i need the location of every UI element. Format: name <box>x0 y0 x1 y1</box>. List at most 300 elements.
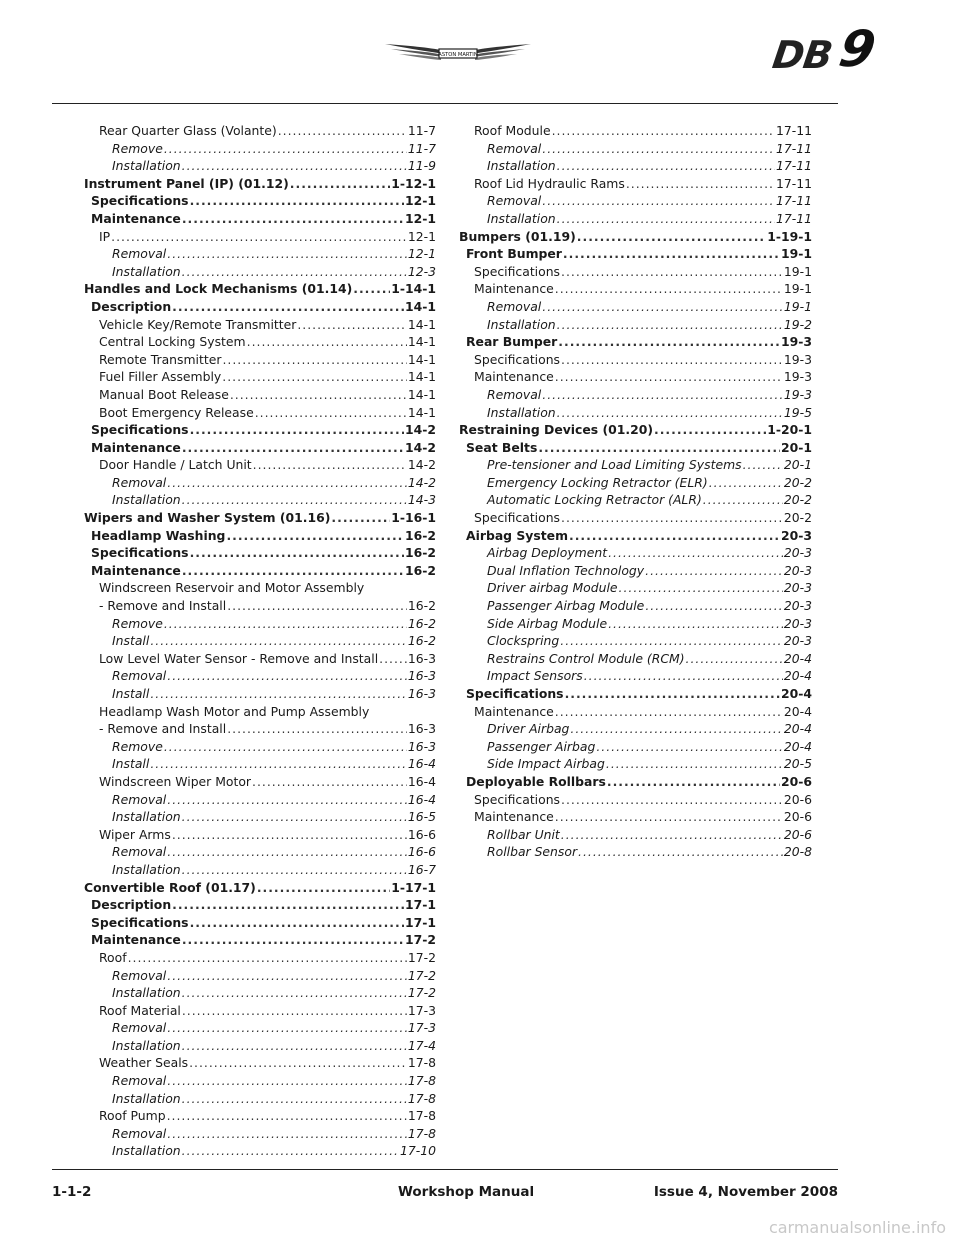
toc-entry[interactable] <box>84 368 436 386</box>
toc-dot-leader <box>150 632 407 650</box>
toc-dot-leader <box>167 843 407 861</box>
toc-dot-leader <box>561 263 783 281</box>
toc-entry-page: 12-1 <box>404 193 436 209</box>
toc-entry-label: Headlamp Washing <box>91 527 226 543</box>
toc-entry[interactable] <box>84 280 436 298</box>
toc-entry[interactable] <box>459 667 812 685</box>
toc-entry-page: 14-1 <box>407 369 436 385</box>
toc-entry-label: Specifications <box>91 914 189 930</box>
toc-entry-page: 1-20-1 <box>767 422 812 438</box>
toc-dot-leader <box>167 1125 407 1143</box>
toc-entry[interactable] <box>84 175 436 193</box>
toc-entry-page: 11-7 <box>407 123 436 138</box>
toc-entry-page: 17-4 <box>407 1037 436 1053</box>
toc-entry-continued <box>84 703 436 721</box>
toc-entry-page: 16-4 <box>407 756 436 772</box>
toc-entry[interactable] <box>84 720 436 738</box>
toc-dot-leader <box>182 1142 399 1160</box>
toc-entry-page: 12-1 <box>404 210 436 226</box>
toc-entry[interactable] <box>459 826 812 844</box>
toc-entry[interactable] <box>459 228 812 246</box>
toc-entry[interactable] <box>459 597 812 615</box>
emblem-text: ASTON MARTIN <box>438 52 478 58</box>
toc-right-column <box>459 122 812 861</box>
toc-entry-label: Remove <box>112 738 163 754</box>
toc-entry-label: Installation <box>112 1090 181 1106</box>
toc-entry-page: 20-4 <box>783 721 812 737</box>
toc-entry[interactable] <box>459 615 812 633</box>
toc-entry[interactable] <box>459 245 812 263</box>
toc-entry-page: 20-4 <box>783 650 812 666</box>
toc-entry[interactable] <box>84 738 436 756</box>
toc-dot-leader <box>255 404 407 422</box>
toc-dot-leader <box>555 280 783 298</box>
toc-dot-leader <box>167 245 407 263</box>
toc-entry-page: 20-3 <box>783 633 812 649</box>
toc-entry[interactable] <box>84 404 436 422</box>
toc-dot-leader <box>227 597 407 615</box>
toc-dot-leader <box>172 896 404 914</box>
toc-entry-label: Removal <box>112 844 167 860</box>
toc-entry-label: Central Locking System <box>99 334 246 350</box>
toc-entry[interactable] <box>84 1142 436 1160</box>
db9-model-logo <box>769 20 923 78</box>
toc-entry-page: 17-2 <box>407 949 436 965</box>
toc-entry[interactable] <box>459 650 812 668</box>
toc-dot-leader <box>557 210 775 228</box>
toc-entry-page: 12-3 <box>407 263 436 279</box>
toc-entry-label: Installation <box>112 492 181 508</box>
toc-entry-page: 14-1 <box>407 351 436 367</box>
toc-entry[interactable] <box>459 474 812 492</box>
toc-entry-label: Maintenance <box>91 932 181 948</box>
toc-dot-leader <box>190 544 404 562</box>
toc-dot-leader <box>555 808 783 826</box>
toc-dot-leader <box>542 140 775 158</box>
toc-entry-label: Specifications <box>91 422 189 438</box>
footer-page-number: 1-1-2 <box>52 1184 92 1200</box>
toc-entry-page: 17-1 <box>404 897 436 913</box>
toc-entry[interactable] <box>84 439 436 457</box>
toc-dot-leader <box>561 826 783 844</box>
toc-entry[interactable] <box>459 122 812 140</box>
toc-entry-label: Windscreen Reservoir and Motor Assembly <box>99 580 365 596</box>
page-footer <box>52 1184 838 1204</box>
toc-entry-page: 17-11 <box>775 193 812 209</box>
toc-entry[interactable] <box>459 544 812 562</box>
toc-entry[interactable] <box>84 210 436 228</box>
toc-entry[interactable] <box>84 615 436 633</box>
toc-entry[interactable] <box>84 351 436 369</box>
toc-entry-page: 20-2 <box>783 492 812 508</box>
toc-entry[interactable] <box>84 386 436 404</box>
toc-entry[interactable] <box>459 157 812 175</box>
toc-entry[interactable] <box>459 263 812 281</box>
toc-entry[interactable] <box>84 333 436 351</box>
toc-entry-label: Restrains Control Module (RCM) <box>487 650 685 666</box>
toc-dot-leader <box>577 228 766 246</box>
toc-entry[interactable] <box>459 333 812 351</box>
toc-entry-label: Windscreen Wiper Motor <box>99 773 252 789</box>
toc-entry-label: Installation <box>112 1037 181 1053</box>
toc-dot-leader <box>561 509 783 527</box>
toc-entry[interactable] <box>84 826 436 844</box>
toc-entry-page: 20-3 <box>783 545 812 561</box>
toc-entry[interactable] <box>84 843 436 861</box>
toc-entry[interactable] <box>84 632 436 650</box>
toc-dot-leader <box>182 1037 407 1055</box>
toc-entry[interactable] <box>84 967 436 985</box>
toc-dot-leader <box>247 333 407 351</box>
toc-entry-page: 19-1 <box>783 263 812 279</box>
toc-entry-label: Remote Transmitter <box>99 351 222 367</box>
toc-dot-leader <box>331 509 390 527</box>
toc-entry[interactable] <box>84 667 436 685</box>
toc-entry[interactable] <box>84 984 436 1002</box>
toc-entry[interactable] <box>84 1019 436 1037</box>
toc-entry-page: 1-19-1 <box>767 228 812 244</box>
toc-dot-leader <box>607 773 780 791</box>
toc-entry-page: 16-2 <box>404 527 436 543</box>
toc-entry[interactable] <box>84 597 436 615</box>
toc-dot-leader <box>167 967 407 985</box>
toc-entry[interactable] <box>84 791 436 809</box>
toc-entry[interactable] <box>84 474 436 492</box>
toc-dot-leader <box>189 1054 407 1072</box>
toc-entry-label: Rear Bumper <box>466 334 558 350</box>
toc-entry-page: 16-6 <box>407 844 436 860</box>
toc-entry-page: 16-2 <box>407 598 436 614</box>
toc-entry-label: - Remove and Install <box>99 598 227 614</box>
toc-dot-leader <box>561 791 783 809</box>
toc-entry-page: 20-3 <box>783 562 812 578</box>
toc-dot-leader <box>164 738 407 756</box>
toc-entry-page: 20-4 <box>783 738 812 754</box>
toc-entry-label: Roof Pump <box>99 1108 166 1124</box>
toc-entry-label: Clockspring <box>487 633 560 649</box>
toc-entry[interactable] <box>84 650 436 668</box>
toc-entry[interactable] <box>459 368 812 386</box>
toc-entry-page: 20-6 <box>783 809 812 825</box>
toc-entry[interactable] <box>84 1107 436 1125</box>
toc-dot-leader <box>182 1002 407 1020</box>
toc-dot-leader <box>182 263 407 281</box>
toc-entry-label: Install <box>112 686 150 701</box>
toc-entry[interactable] <box>84 228 436 246</box>
toc-dot-leader <box>164 140 407 158</box>
toc-entry-page: 17-11 <box>775 158 812 174</box>
toc-entry[interactable] <box>84 562 436 580</box>
toc-entry[interactable] <box>84 509 436 527</box>
toc-entry[interactable] <box>459 703 812 721</box>
toc-entry[interactable] <box>84 245 436 263</box>
toc-entry[interactable] <box>84 914 436 932</box>
toc-entry-label: Emergency Locking Retractor (ELR) <box>487 474 708 490</box>
toc-entry-page: 19-3 <box>783 351 812 367</box>
toc-dot-leader <box>542 386 783 404</box>
footer-issue: Issue 4, November 2008 <box>653 1184 838 1200</box>
toc-entry-page: 20-6 <box>783 826 812 842</box>
toc-entry-page: 16-6 <box>407 826 436 842</box>
toc-entry[interactable] <box>84 122 436 140</box>
toc-dot-leader <box>164 615 407 633</box>
footer-rule <box>52 1169 838 1170</box>
toc-entry-label: Installation <box>112 809 181 825</box>
toc-entry[interactable] <box>84 949 436 967</box>
toc-entry-label: Removal <box>487 386 542 402</box>
toc-entry[interactable] <box>84 773 436 791</box>
toc-dot-leader <box>654 421 766 439</box>
header-rule <box>52 103 838 104</box>
toc-dot-leader <box>182 562 404 580</box>
toc-dot-leader <box>555 703 783 721</box>
toc-entry-page: 17-8 <box>407 1090 436 1106</box>
toc-entry-label: Removal <box>112 1073 167 1089</box>
toc-entry[interactable] <box>84 1002 436 1020</box>
toc-entry[interactable] <box>459 755 812 773</box>
toc-dot-leader <box>182 1090 407 1108</box>
toc-dot-leader <box>253 456 407 474</box>
toc-entry[interactable] <box>84 931 436 949</box>
toc-entry[interactable] <box>84 1090 436 1108</box>
toc-entry-label: - Remove and Install <box>99 721 227 737</box>
toc-dot-leader <box>608 615 783 633</box>
toc-entry[interactable] <box>84 298 436 316</box>
toc-entry-label: Automatic Locking Retractor (ALR) <box>487 492 702 508</box>
toc-entry[interactable] <box>459 579 812 597</box>
toc-entry-page: 16-2 <box>404 545 436 561</box>
toc-entry-page: 17-3 <box>407 1002 436 1018</box>
toc-entry-label: Specifications <box>91 545 189 561</box>
toc-entry-label: Wipers and Washer System (01.16) <box>84 510 331 526</box>
toc-entry-label: Deployable Rollbars <box>466 773 606 789</box>
toc-entry-label: Specifications <box>474 510 561 526</box>
toc-entry-page: 17-2 <box>407 967 436 983</box>
toc-entry[interactable] <box>459 316 812 334</box>
toc-dot-leader <box>584 667 783 685</box>
toc-entry-label: Airbag Deployment <box>487 545 608 561</box>
toc-entry[interactable] <box>84 685 436 703</box>
toc-dot-leader <box>150 755 407 773</box>
toc-entry-label: Wiper Arms <box>99 826 171 842</box>
toc-entry-page: 20-4 <box>780 686 812 701</box>
toc-entry[interactable] <box>84 755 436 773</box>
toc-dot-leader <box>552 122 775 140</box>
toc-entry[interactable] <box>459 509 812 527</box>
toc-dot-leader <box>222 368 407 386</box>
toc-entry[interactable] <box>459 439 812 457</box>
toc-entry-label: Roof Lid Hydraulic Rams <box>474 175 625 191</box>
toc-entry-label: Boot Emergency Release <box>99 404 254 420</box>
toc-dot-leader <box>569 527 780 545</box>
toc-entry-label: Removal <box>112 791 167 807</box>
toc-dot-leader <box>182 984 407 1002</box>
toc-entry-page: 14-2 <box>404 422 436 438</box>
toc-dot-leader <box>222 351 406 369</box>
toc-entry-page: 16-3 <box>407 650 436 666</box>
toc-entry[interactable] <box>459 210 812 228</box>
toc-dot-leader <box>172 298 404 316</box>
toc-entry-label: Removal <box>112 474 167 490</box>
toc-entry[interactable] <box>84 421 436 439</box>
toc-entry-page: 19-2 <box>783 316 812 332</box>
toc-entry-label: Maintenance <box>474 369 554 385</box>
toc-entry-label: Vehicle Key/Remote Transmitter <box>99 316 297 332</box>
toc-entry-page: 16-4 <box>407 773 436 789</box>
toc-entry-page: 20-2 <box>783 474 812 490</box>
toc-entry[interactable] <box>459 527 812 545</box>
toc-entry-page: 17-2 <box>404 932 436 948</box>
toc-entry-label: Passenger Airbag Module <box>487 598 645 614</box>
toc-entry-label: Installation <box>487 210 556 226</box>
toc-entry-page: 20-2 <box>783 510 812 526</box>
toc-dot-leader <box>278 122 407 140</box>
toc-dot-leader <box>227 720 407 738</box>
toc-entry-label: Maintenance <box>474 703 554 719</box>
toc-entry-label: Rear Quarter Glass (Volante) <box>99 123 277 138</box>
toc-entry[interactable] <box>459 562 812 580</box>
toc-entry[interactable] <box>84 192 436 210</box>
toc-entry[interactable] <box>459 773 812 791</box>
watermark: carmanualsonline.info <box>768 1218 946 1237</box>
toc-entry[interactable] <box>459 738 812 756</box>
toc-entry-label: Remove <box>112 615 163 631</box>
toc-entry[interactable] <box>459 456 812 474</box>
toc-entry-label: Installation <box>487 404 556 420</box>
toc-entry-page: 16-2 <box>407 633 436 649</box>
toc-entry-page: 16-3 <box>407 738 436 754</box>
toc-dot-leader <box>167 667 407 685</box>
toc-entry-page: 12-1 <box>407 246 436 262</box>
toc-entry[interactable] <box>84 140 436 158</box>
toc-entry[interactable] <box>84 316 436 334</box>
toc-dot-leader <box>743 456 783 474</box>
toc-entry-page: 20-6 <box>780 773 812 789</box>
toc-entry-label: Installation <box>112 1143 181 1159</box>
toc-dot-leader <box>557 404 783 422</box>
toc-dot-leader <box>167 1072 407 1090</box>
toc-entry[interactable] <box>84 1037 436 1055</box>
toc-entry[interactable] <box>459 280 812 298</box>
toc-entry-page: 16-7 <box>407 861 436 877</box>
toc-entry-page: 14-3 <box>407 492 436 508</box>
toc-dot-leader <box>379 650 407 668</box>
toc-entry[interactable] <box>84 1054 436 1072</box>
toc-entry[interactable] <box>84 456 436 474</box>
toc-entry[interactable] <box>459 192 812 210</box>
toc-entry-label: Specifications <box>474 263 561 279</box>
toc-dot-leader <box>111 228 407 246</box>
toc-entry-label: Installation <box>487 316 556 332</box>
toc-entry-page: 20-8 <box>783 844 812 860</box>
toc-entry-page: 1-14-1 <box>391 281 436 297</box>
toc-entry-label: Removal <box>112 668 167 684</box>
toc-entry[interactable] <box>459 404 812 422</box>
toc-dot-leader <box>626 175 775 193</box>
toc-entry-label: Driver airbag Module <box>487 580 618 596</box>
toc-dot-leader <box>150 685 407 703</box>
toc-entry[interactable] <box>459 791 812 809</box>
toc-entry[interactable] <box>459 175 812 193</box>
toc-entry[interactable] <box>459 685 812 703</box>
toc-entry-page: 16-3 <box>407 721 436 737</box>
toc-entry[interactable] <box>84 1125 436 1143</box>
toc-entry-page: 19-1 <box>780 246 812 262</box>
toc-entry-page: 12-1 <box>407 228 436 244</box>
toc-entry[interactable] <box>84 861 436 879</box>
toc-entry-page: 14-1 <box>407 386 436 402</box>
toc-entry[interactable] <box>84 157 436 175</box>
toc-entry[interactable] <box>459 808 812 826</box>
toc-dot-leader <box>557 316 783 334</box>
toc-entry-label: Installation <box>112 263 181 279</box>
toc-dot-leader <box>257 879 390 897</box>
toc-entry[interactable] <box>459 632 812 650</box>
toc-entry-label: Removal <box>112 1125 167 1141</box>
toc-entry-label: Driver Airbag <box>487 721 570 737</box>
toc-entry-label: Install <box>112 633 150 649</box>
toc-entry-label: Side Impact Airbag <box>487 756 605 772</box>
toc-entry-label: Rollbar Unit <box>487 826 560 842</box>
toc-entry[interactable] <box>84 1072 436 1090</box>
toc-entry-page: 16-3 <box>407 668 436 684</box>
toc-entry[interactable] <box>459 298 812 316</box>
toc-entry-page: 1-12-1 <box>391 175 436 191</box>
toc-dot-leader <box>558 333 780 351</box>
toc-dot-leader <box>542 192 775 210</box>
toc-entry-label: Maintenance <box>91 210 181 226</box>
toc-entry[interactable] <box>84 896 436 914</box>
toc-dot-leader <box>182 861 407 879</box>
toc-entry-label: Description <box>91 897 172 913</box>
toc-dot-leader <box>172 826 407 844</box>
toc-entry-page: 19-1 <box>783 298 812 314</box>
toc-entry[interactable] <box>84 491 436 509</box>
toc-entry-label: Install <box>112 756 150 772</box>
toc-entry[interactable] <box>459 386 812 404</box>
toc-entry-label: Installation <box>112 985 181 1001</box>
toc-entry-label: Fuel Filler Assembly <box>99 369 222 385</box>
toc-entry-label: Pre-tensioner and Load Limiting Systems <box>487 457 742 473</box>
toc-entry[interactable] <box>459 351 812 369</box>
toc-entry[interactable] <box>84 879 436 897</box>
toc-entry-page: 16-5 <box>407 809 436 825</box>
toc-entry[interactable] <box>459 843 812 861</box>
toc-entry-page: 20-4 <box>783 668 812 684</box>
toc-entry[interactable] <box>84 808 436 826</box>
toc-entry-label: Installation <box>112 861 181 877</box>
toc-dot-leader <box>167 474 407 492</box>
toc-entry-label: Side Airbag Module <box>487 615 608 631</box>
toc-dot-leader <box>561 351 783 369</box>
toc-entry-label: Low Level Water Sensor - Remove and Install <box>99 650 379 666</box>
toc-entry[interactable] <box>459 140 812 158</box>
toc-dot-leader <box>182 210 404 228</box>
toc-dot-leader <box>353 280 390 298</box>
toc-dot-leader <box>182 491 407 509</box>
toc-entry[interactable] <box>459 491 812 509</box>
toc-entry[interactable] <box>84 263 436 281</box>
toc-entry[interactable] <box>459 720 812 738</box>
toc-entry-page: 19-3 <box>783 369 812 385</box>
toc-entry[interactable] <box>84 527 436 545</box>
toc-dot-leader <box>190 914 404 932</box>
toc-entry-label: Maintenance <box>91 562 181 578</box>
toc-entry[interactable] <box>459 421 812 439</box>
toc-entry-label: Specifications <box>474 791 561 807</box>
toc-entry[interactable] <box>84 544 436 562</box>
toc-entry-page: 16-2 <box>407 615 436 631</box>
